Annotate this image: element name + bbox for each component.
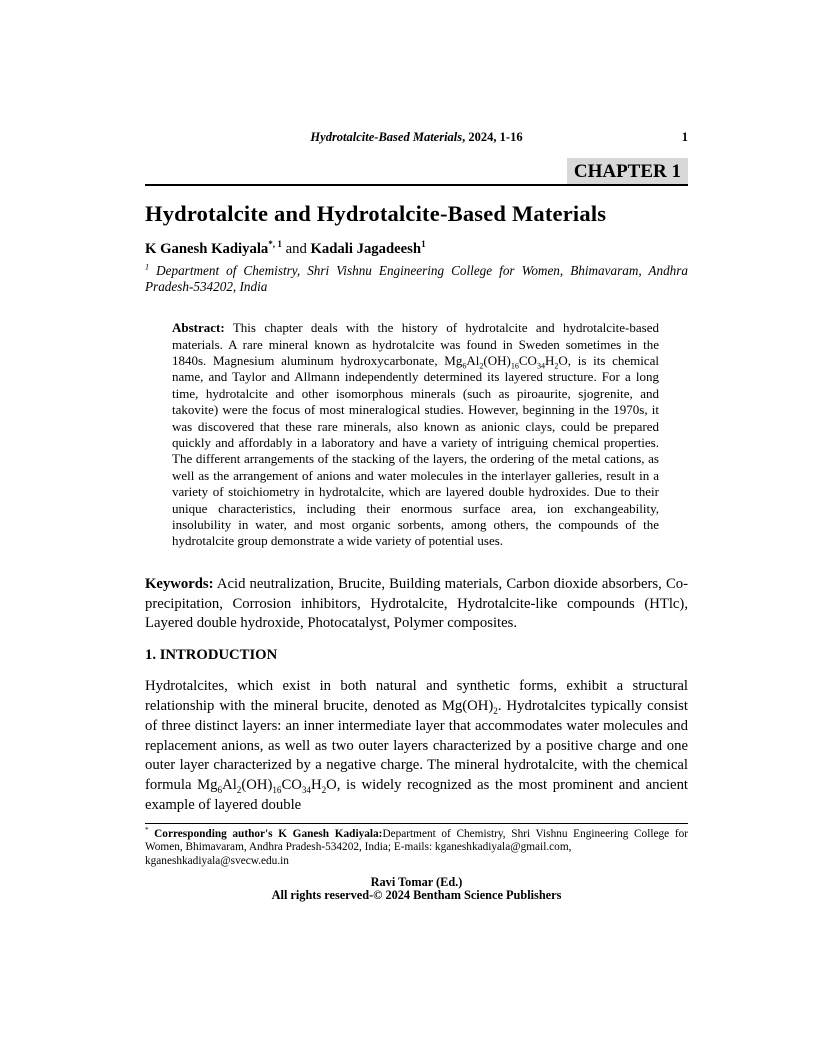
author-2 [310,241,425,257]
chapter-banner-row [145,159,688,186]
rights-line: All rights reserved-© 2024 Bentham Science Publishers [271,887,562,902]
page-footer [145,876,688,902]
keywords-label: Keywords: [145,575,214,592]
affiliation [145,263,688,294]
author-1-name: K Ganesh Kadiyala [145,241,269,257]
author-2-superscript: 1 [421,239,426,250]
running-header [145,130,688,144]
author-1 [145,241,282,257]
issue-info: , 2024, 1-16 [462,130,523,144]
authors-line [145,241,688,257]
journal-title: Hydrotalcite-Based Materials [310,130,463,144]
intro-paragraph: Hydrotalcites, which exist in both natural and synthetic forms, exhibit a structural relationship with the mineral brucite, denoted as $Mg(OH)_2$. Hydrotalcites typically consist of three distinct layers: an inner intermediate layer that accommodates water molecules and replacement anions, as well as two outer layers characterized by a positive charge and one outer layer characterized by a negative charge. The mineral hydrotalcite, with the chemical formula $Mg_6Al_2(OH)_{16}CO_{34}H_2O$, is widely recognized as the most prominent and ancient example of layered double [145,678,688,814]
footnote-text: Department of Chemistry, Shri Vishnu Engineering College for Women, Bhimavaram, Andhra Pradesh-534202, India; E-mails: kganeshkadiyala@gmail.com, kganeshkadiyala@svecw.edu.in [145,827,688,868]
page-content [145,130,688,902]
editor-line: Ravi Tomar (Ed.) [370,874,463,889]
author-2-name: Kadali Jagadeesh [310,241,422,257]
affiliation-marker: 1 [145,262,150,272]
keywords-paragraph [145,575,688,634]
running-header-center [310,130,522,144]
footnote-block [145,823,688,869]
authors-separator: and [281,241,311,257]
chapter-title: Hydrotalcite and Hydrotalcite-Based Materials [145,201,607,226]
page-number: 1 [681,130,688,144]
footnote-marker: * [145,826,149,835]
section-heading-introduction: 1. INTRODUCTION [145,647,278,664]
chapter-banner: CHAPTER 1 [567,158,688,184]
affiliation-text: Department of Chemistry, Shri Vishnu Engineering College for Women, Bhimavaram, Andhra Pradesh-534202, India [145,263,688,294]
abstract-label: Abstract: [172,320,225,336]
keywords-text: Acid neutralization, Brucite, Building materials, Carbon dioxide absorbers, Co-precipitation, Corrosion inhibitors, Hydrotalcite, Hydrotalcite-like compounds (HTlc), Layered double hydroxide, Photocatalyst, Polymer composites. [145,575,688,632]
author-1-superscript: *, 1 [268,239,282,250]
abstract-text: This chapter deals with the history of hydrotalcite and hydrotalcite-based materials. A rare mineral known as hydrotalcite was found in Sweden sometimes in the 1840s. Magnesium aluminum hydroxycarbonate, $Mg_6Al_2(OH)_{16}CO_{34}H_2O$, is its chemical name, and Taylor and Allmann independently determined its layered structure. For a long time, hydrotalcite and other isomorphous minerals (such as piroaurite, sjogrenite, and takovite) were the focus of most mineralogical studies. However, beginning in the 1970s, it was discovered that these rare minerals, also known as anionic clays, could be prepared quickly and affordably in a laboratory and have a variety of intriguing chemical properties. The different arrangements of the stacking of the layers, the ordering of the metal cations, as well as the arrangement of anions and water molecules in the interlayer galleries, result in a variety of stoichiometry in hydrotalcite, which are layered double hydroxides. Due to their unique characteristics, including their enormous surface area, ion exchangeability, insolubility in water, and most organic sorbents, among others, the compounds of the hydrotalcite group demonstrate a wide variety of potential uses. [172,320,659,549]
footnote-author-label: Corresponding author's K Ganesh Kadiyala: [148,827,383,840]
abstract-block [172,320,659,550]
